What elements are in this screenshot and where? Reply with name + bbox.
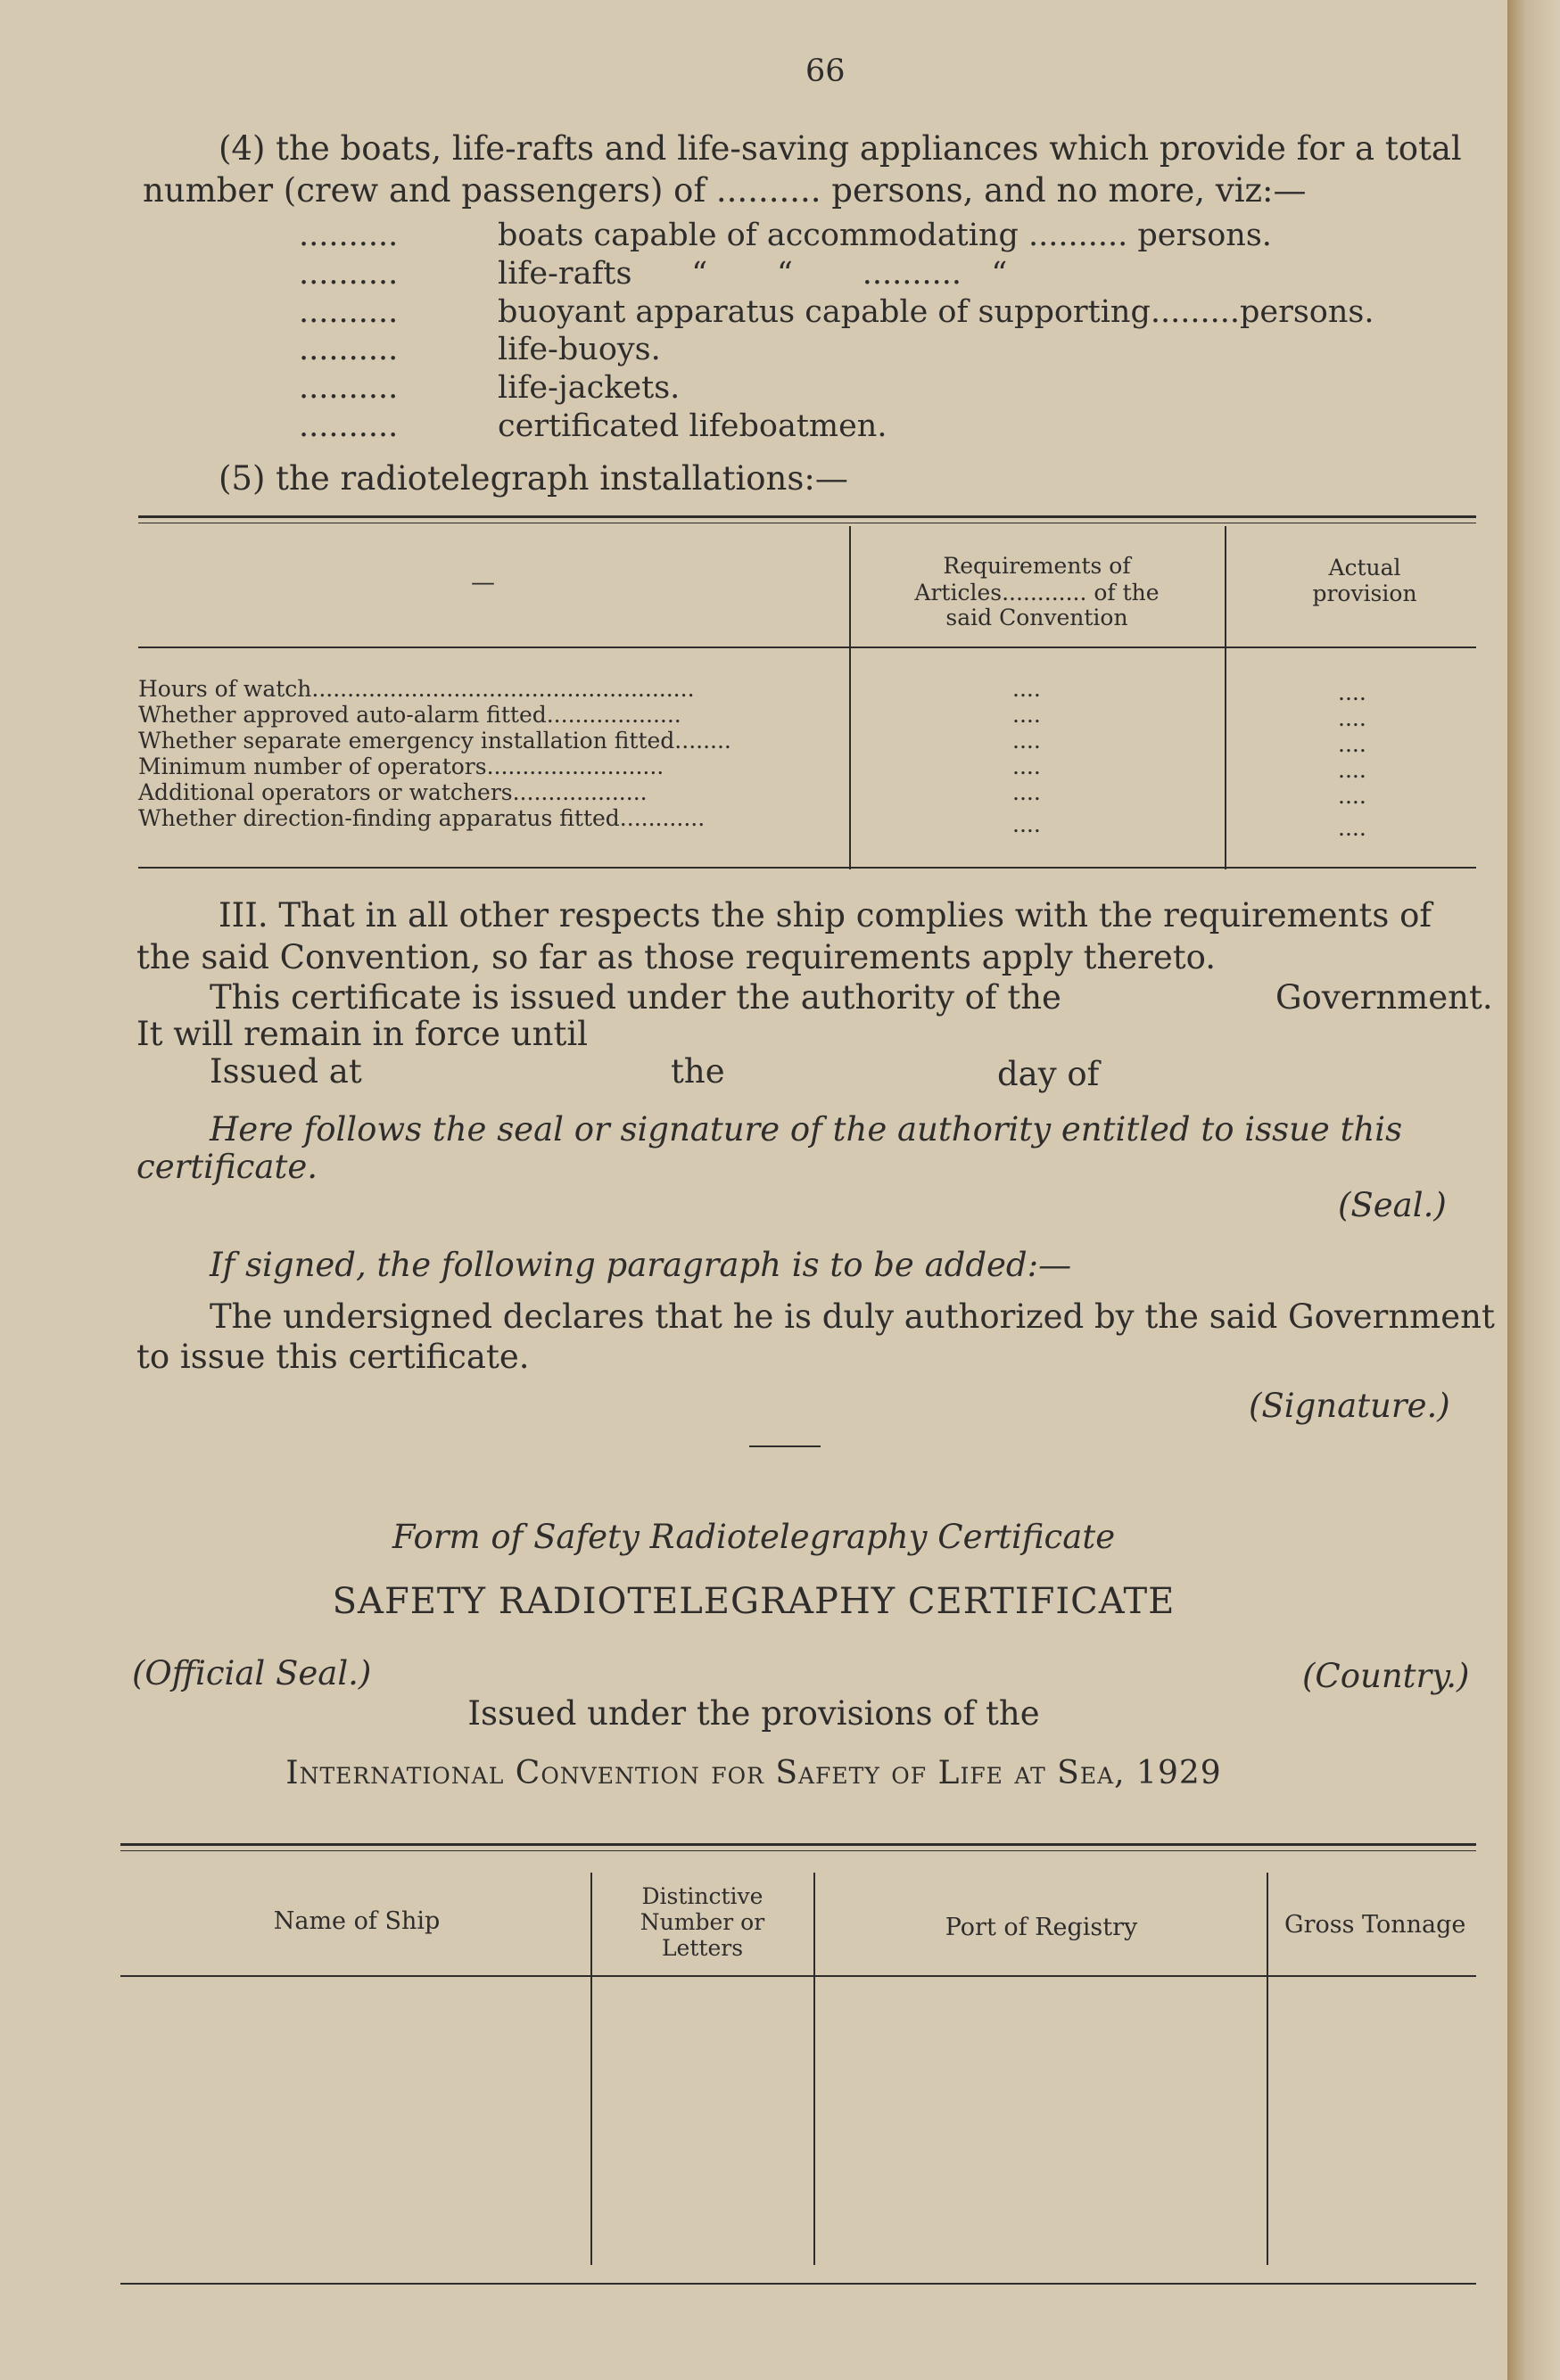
section3-line3b: Government. xyxy=(1275,978,1493,1017)
col3-header-line1: Actual xyxy=(1328,555,1401,581)
official-seal: (Official Seal.) xyxy=(132,1654,372,1692)
header-name-of-ship: Name of Ship xyxy=(273,1907,441,1935)
book-spine-edge xyxy=(1507,0,1560,2380)
country-label: (Country.) xyxy=(1302,1657,1470,1695)
list-item: certificated lifeboatmen. xyxy=(498,408,887,444)
list-item: life-jackets. xyxy=(498,370,681,406)
col2-header-line1: Requirements of xyxy=(943,553,1131,579)
section3-line2: the said Convention, so far as those requirements apply thereto. xyxy=(136,938,1217,976)
table-header-rule xyxy=(138,646,1476,648)
convention-name: International Convention for Safety of Life at Sea, 1929 xyxy=(285,1755,1222,1791)
list-item: buoyant apparatus capable of supporting.........persons. xyxy=(498,294,1374,330)
column-divider xyxy=(590,1873,592,2265)
signature-label: (Signature.) xyxy=(1249,1387,1450,1425)
table-row-act: .... xyxy=(1338,815,1366,841)
list-item-dots: .......... xyxy=(299,370,399,406)
header-distinctive-line2: Number or xyxy=(640,1909,765,1935)
if-signed: If signed, the following paragraph is to be added:— xyxy=(210,1246,1072,1284)
table-row-act: .... xyxy=(1338,705,1366,731)
form-title: Form of Safety Radiotelegraphy Certificate xyxy=(392,1518,1116,1556)
table-row-label: Minimum number of operators......................... xyxy=(138,754,664,779)
certificate-title: SAFETY RADIOTELEGRAPHY CERTIFICATE xyxy=(332,1581,1176,1622)
section3-line4: It will remain in force until xyxy=(136,1015,588,1053)
column-divider xyxy=(1267,1873,1268,2265)
column-divider xyxy=(849,526,851,869)
table-row-act: .... xyxy=(1338,679,1366,705)
col1-header: — xyxy=(471,569,495,597)
section4-line2: number (crew and passengers) of .......... persons, and no more, viz:— xyxy=(143,171,1307,210)
table-top-rule xyxy=(138,515,1476,518)
seal-label: (Seal.) xyxy=(1338,1186,1447,1224)
table-row-act: .... xyxy=(1338,731,1366,757)
table-row-req: .... xyxy=(1012,779,1041,805)
table-row-label: Additional operators or watchers................... xyxy=(138,779,648,805)
table-row-req: .... xyxy=(1012,754,1041,779)
issued-under: Issued under the provisions of the xyxy=(467,1694,1040,1733)
header-distinctive-line3: Letters xyxy=(661,1935,744,1961)
table-row-label: Whether separate emergency installation fitted........ xyxy=(138,728,731,754)
table-row-label: Hours of watch...................................................... xyxy=(138,676,695,702)
page-number: 66 xyxy=(805,54,846,89)
list-item: boats capable of accommodating .......... persons. xyxy=(498,218,1272,253)
table-row-req: .... xyxy=(1012,728,1041,754)
table-row-req: .... xyxy=(1012,676,1041,702)
section3-line1: III. That in all other respects the ship complies with the requirements of xyxy=(219,896,1432,935)
list-item-dots: .......... xyxy=(299,294,399,330)
declare-line1: The undersigned declares that he is duly authorized by the said Government xyxy=(210,1297,1495,1336)
declare-line2: to issue this certificate. xyxy=(136,1338,530,1376)
table-bottom-rule xyxy=(138,867,1476,869)
list-item: life-buoys. xyxy=(498,332,661,367)
header-gross-tonnage: Gross Tonnage xyxy=(1284,1911,1466,1939)
section-divider xyxy=(749,1445,821,1447)
list-item-dots: .......... xyxy=(299,256,399,292)
table-row-act: .... xyxy=(1338,757,1366,783)
list-item-dots: .......... xyxy=(299,332,399,367)
seal-note-line1: Here follows the seal or signature of the authority entitled to issue this xyxy=(210,1110,1403,1149)
header-distinctive-line1: Distinctive xyxy=(641,1883,763,1909)
issued-at: Issued at xyxy=(210,1052,362,1091)
issued-day-of: day of xyxy=(997,1055,1100,1093)
issued-the: the xyxy=(671,1052,725,1091)
seal-note-line2: certificate. xyxy=(136,1148,318,1186)
header-port-of-registry: Port of Registry xyxy=(945,1914,1138,1941)
section5-heading: (5) the radiotelegraph installations:— xyxy=(219,459,848,498)
table-row-req: .... xyxy=(1012,702,1041,728)
ship-table-bottom-rule xyxy=(120,2283,1476,2285)
ship-table-header-rule xyxy=(120,1975,1476,1977)
section4-line1: (4) the boats, life-rafts and life-saving appliances which provide for a total xyxy=(219,129,1462,168)
table-row-req: .... xyxy=(1012,811,1041,837)
section3-line3a: This certificate is issued under the authority of the xyxy=(210,978,1061,1017)
table-row-act: .... xyxy=(1338,783,1366,809)
ship-table-top-rule xyxy=(120,1843,1476,1846)
col2-header-line2: Articles............ of the xyxy=(914,580,1160,605)
column-divider xyxy=(1225,526,1226,869)
column-divider xyxy=(813,1873,815,2265)
list-item-dots: .......... xyxy=(299,218,399,253)
col3-header-line2: provision xyxy=(1312,581,1417,606)
table-row-label: Whether approved auto-alarm fitted................... xyxy=(138,702,681,728)
col2-header-line3: said Convention xyxy=(945,605,1128,630)
list-item: life-rafts “ “ .......... “ xyxy=(498,256,1008,292)
list-item-dots: .......... xyxy=(299,408,399,444)
table-row-label: Whether direction-finding apparatus fitted............ xyxy=(138,805,706,831)
ship-table-top-rule-thin xyxy=(120,1850,1476,1851)
